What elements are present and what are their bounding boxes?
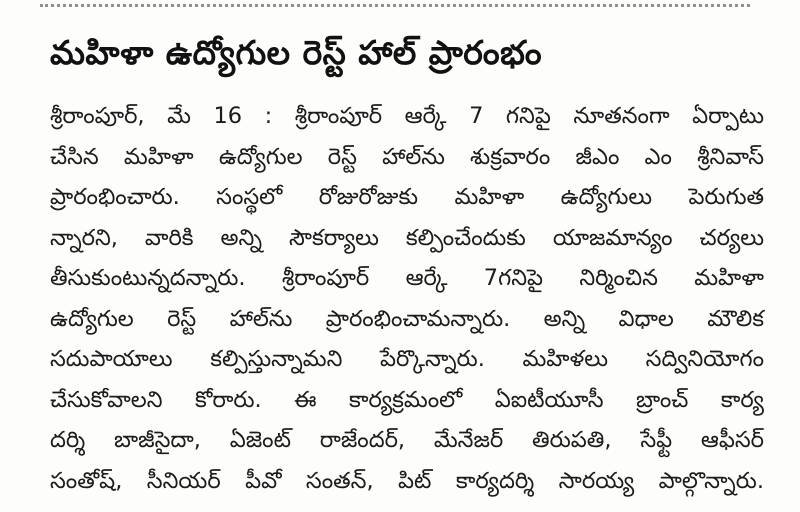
cropped-text-fragment <box>40 0 750 7</box>
article-line: తీసుకుంటున్నదన్నారు. శ్రీరాంపూర్ ఆర్కే 7గనిపై నిర్మించిన మహిళా <box>50 265 764 291</box>
cropped-previous-line <box>0 0 800 10</box>
article-line: చేసిన మహిళా ఉద్యోగుల రెస్ట్ హాల్‌ను శుక్రవారం జీఎం ఎం శ్రీనివాస్ <box>50 143 764 170</box>
article-body <box>50 96 764 501</box>
article-line: ఉద్యోగుల రెస్ట్ హాల్‌ను ప్రారంభించామన్నారు. అన్ని విధాల మౌలిక <box>50 305 764 332</box>
article-line: ప్రారంభించారు. సంస్థలో రోజురోజుకు మహిళా ఉద్యోగులు పెరుగుత <box>50 184 764 210</box>
article-line: సంతోష్, సీనియర్ పీవో సంతన్, పిట్ కార్యదర్శి సారయ్య పాల్గొన్నారు. <box>50 467 764 494</box>
article-line: శ్రీరాంపూర్, మే 16 : శ్రీరాంపూర్ ఆర్కే 7 గనిపై నూతనంగా ఏర్పాటు <box>50 103 764 129</box>
article-line: సదుపాయాలు కల్పిస్తున్నామని పేర్కొన్నారు. మహిళలు సద్వినియోగం <box>50 346 764 372</box>
article-headline: మహిళా ఉద్యోగుల రెస్ట్ హాల్ ప్రారంభం <box>50 33 543 72</box>
article-line: దర్శి బాజీసైదా, ఏజెంట్ రాజేందర్, మేనేజర్ తిరుపతి, సేఫ్టీ ఆఫీసర్ <box>50 427 764 453</box>
article-line: న్నారని, వారికి అన్ని సౌకర్యాలు కల్పించేందుకు యాజమాన్యం చర్యలు <box>50 224 764 251</box>
article-line: చేసుకోవాలని కోరారు. ఈ కార్యక్రమంలో ఏఐటీయూసీ బ్రాంచ్ కార్య <box>50 386 764 413</box>
